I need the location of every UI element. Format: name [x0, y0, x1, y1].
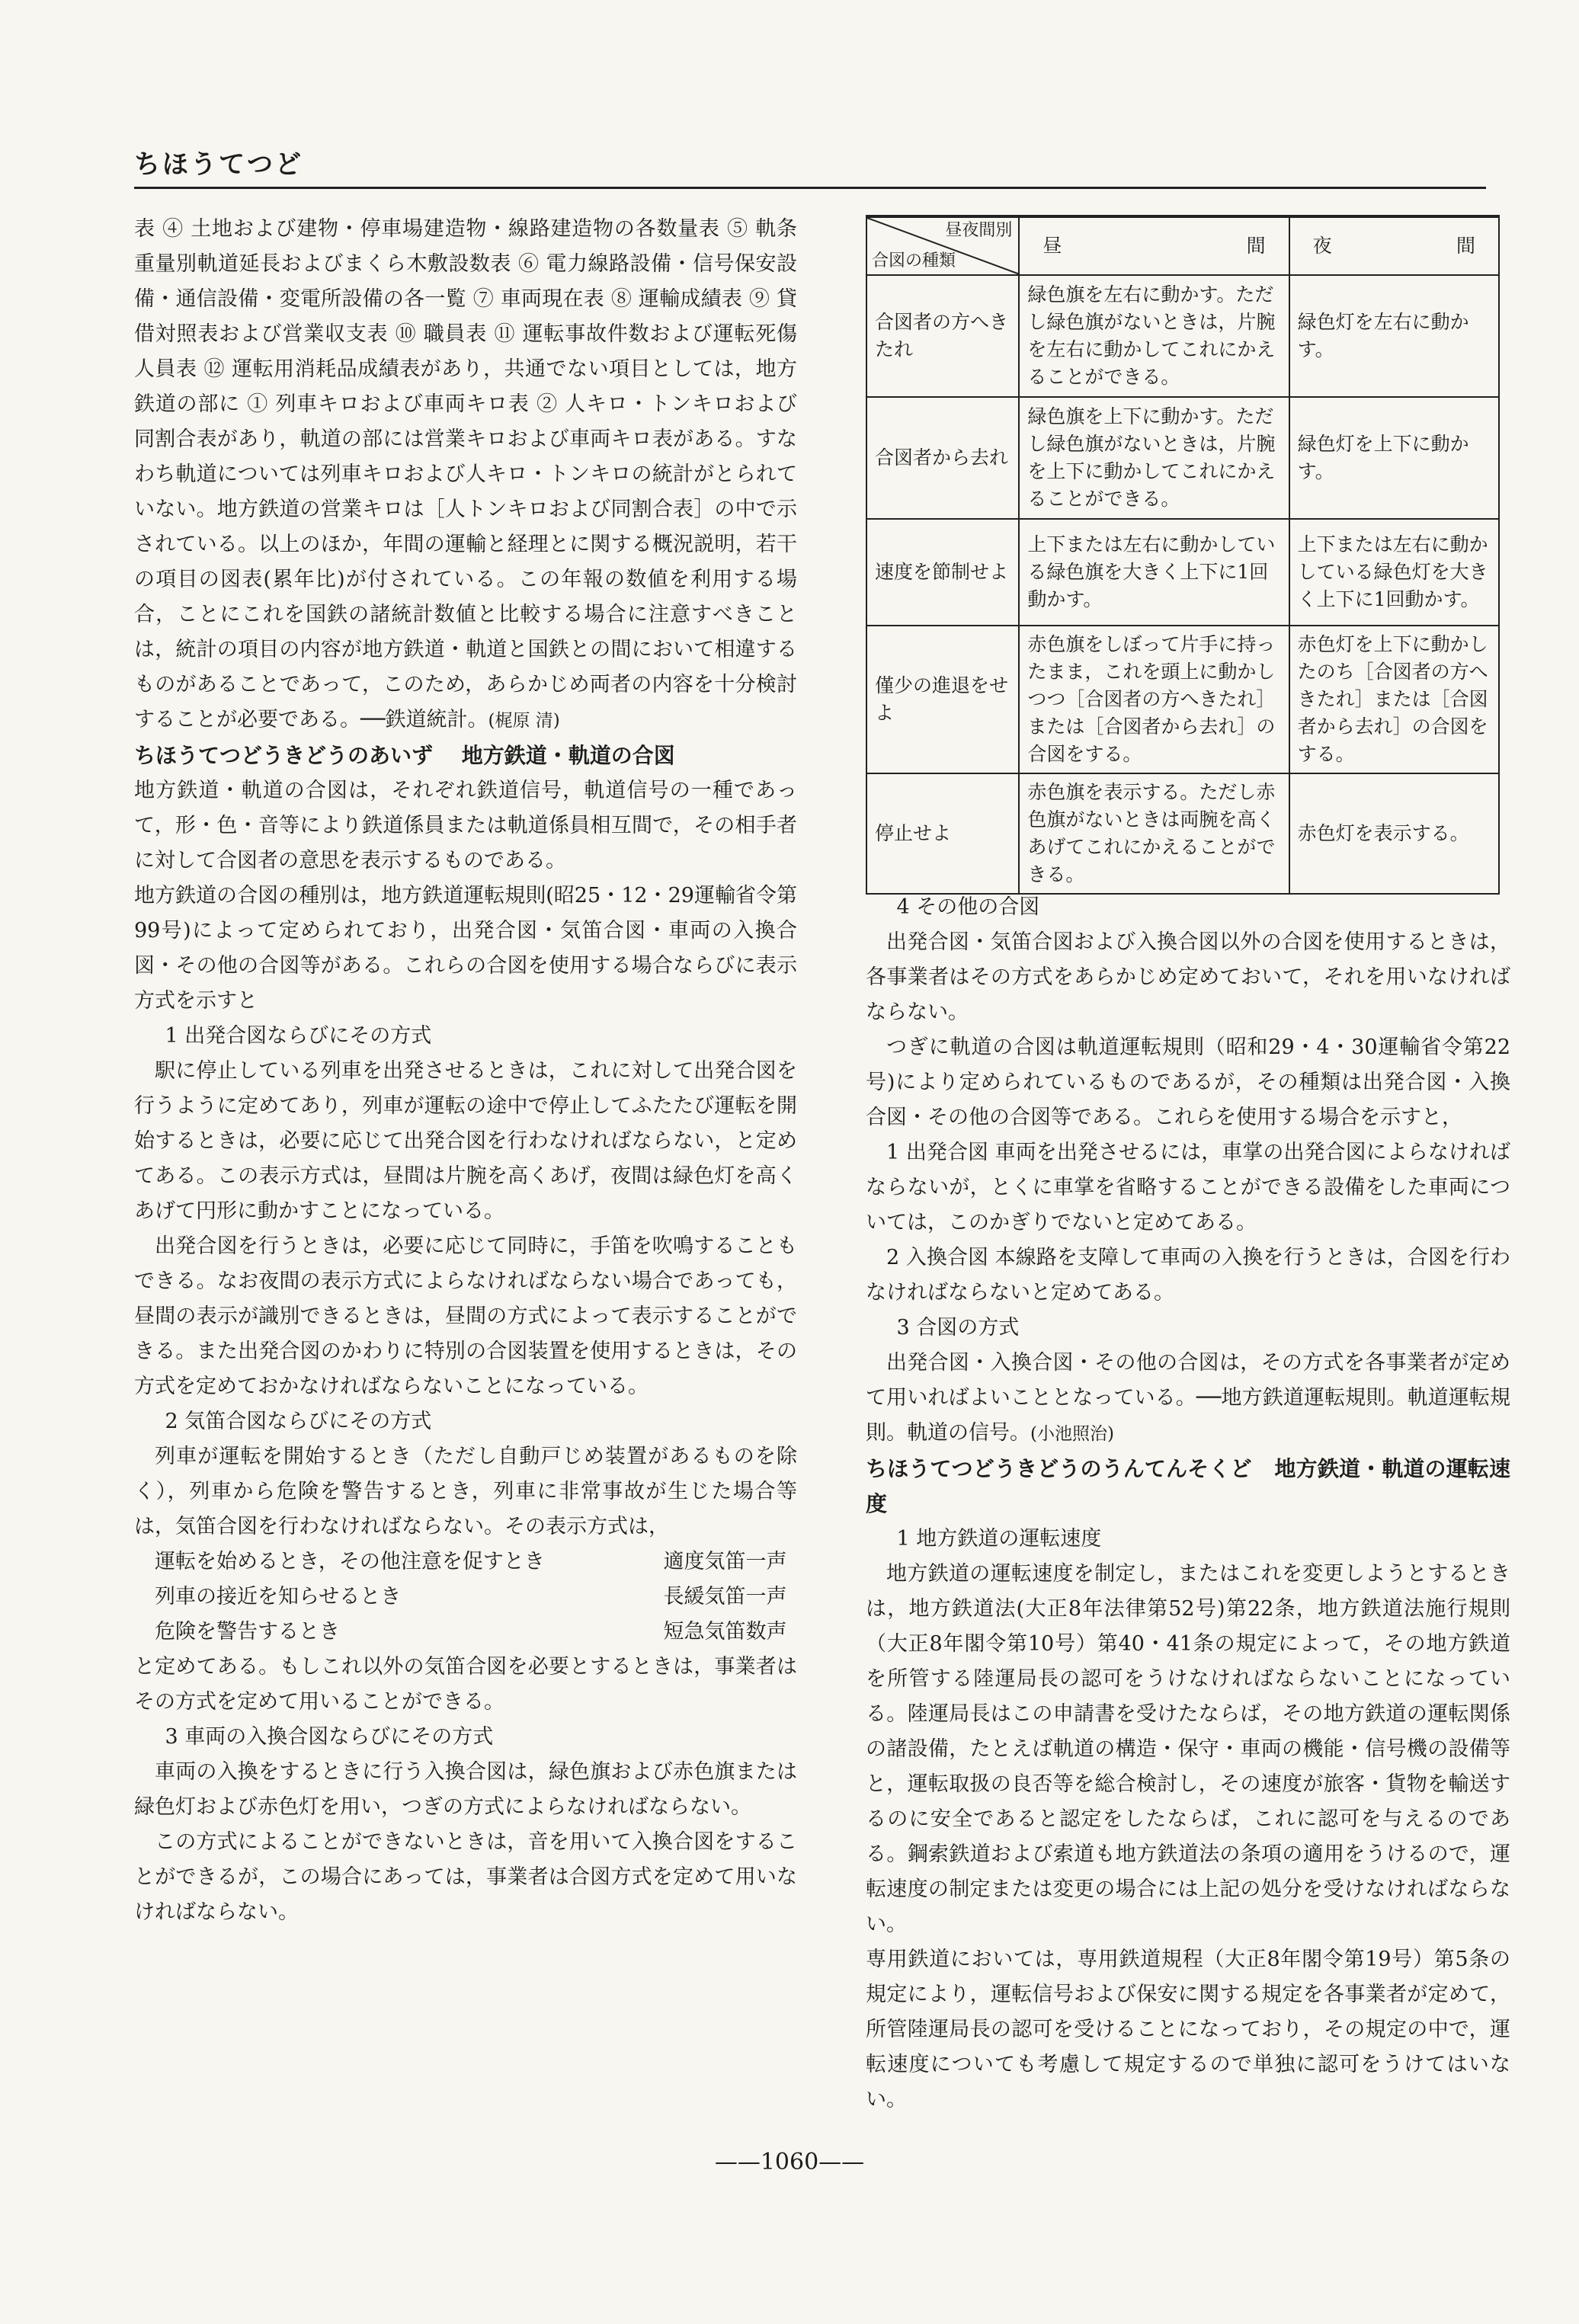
night-method: 上下または左右に動かしている緑色灯を大きく上下に1回動かす。: [1289, 519, 1499, 626]
signal-type: 合図者の方へきたれ: [866, 275, 1019, 397]
table-header-night: 夜 間: [1289, 216, 1499, 275]
paragraph: と定めてある。もしこれ以外の気笛合図を必要とするときは，事業者はその方式を定めて用いることができる。: [134, 1655, 797, 1714]
signal-type: 合図者から去れ: [866, 397, 1019, 519]
paragraph: 地方鉄道・軌道の合図は，それぞれ鉄道信号，軌道信号の一種であって，形・色・音等により鉄道係員または軌道係員相互間で，その相手者に対して合図者の意思を表示するものである。: [134, 779, 797, 872]
paragraph: 専用鉄道においては，専用鉄道規程（大正8年閣令第19号）第5条の規定により，運転信号および保安に関する規定を各事業者が定めて，所管陸運局長の認可を受けることになっており，その規定の中で，運転速度についても考慮して規定するので単独に認可をうけてはいない。: [866, 1948, 1510, 2111]
section-heading: 3 車両の入換合図ならびにその方式: [165, 1725, 494, 1749]
day-method: 上下または左右に動かしている緑色旗を大きく上下に1回動かす。: [1019, 519, 1289, 626]
paragraph: 駅に停止している列車を出発させるときは，これに対して出発合図を行うように定めてあり，列車が運転の途中で停止してふたたび運転を開始するときは，必要に応じて出発合図を行わなければならない，と定めてある。この表示方式は，昼間は片腕を高くあげ，夜間は緑色灯を高くあげて円形に動かすことになっている。: [134, 1059, 797, 1223]
author: (小池照治): [1030, 1424, 1114, 1444]
page-number: ——1060——: [714, 2149, 865, 2175]
header-rule: [134, 187, 1486, 189]
paragraph: 地方鉄道の合図の種別は，地方鉄道運転規則(昭25・12・29運輸省令第99号)によって定められており，出発合図・気笛合図・車両の入換合図・その他の合図等がある。これらの合図を使用する場合ならびに表示方式を示すと: [134, 884, 797, 1013]
entry-heading: [866, 1452, 1510, 1522]
paragraph: 列車が運転を開始するとき（ただし自動戸じめ装置があるものを除く），列車から危険を警告するとき，列車に非常事故が生じた場合等は，気笛合図を行わなければならない。その表示方式は，: [134, 1445, 797, 1538]
corner-label-top: 昼夜間別: [945, 221, 1013, 240]
entry-term: 地方鉄道・軌道の合図: [461, 743, 675, 768]
night-method: 緑色灯を左右に動かす。: [1289, 275, 1499, 397]
section-heading: 4 その他の合図: [896, 895, 1040, 919]
table-row: [866, 519, 1499, 626]
table-row: [866, 275, 1499, 397]
day-method: 緑色旗を左右に動かす。ただし緑色旗がないときは，片腕を左右に動かしてこれにかえることができる。: [1019, 275, 1289, 397]
entry-reading: ちほうてつどうきどうのあいず: [134, 743, 434, 768]
whistle-row: 列車の接近を知らせるとき 長緩気笛一声: [155, 1585, 787, 1609]
paragraph: 出発合図・気笛合図および入換合図以外の合図を使用するときは，各事業者はその方式をあらかじめ定めておいて，それを用いなければならない。: [866, 930, 1510, 1024]
paragraph: 車両の入換をするときに行う入換合図は，緑色旗および赤色旗または緑色灯および赤色灯を用い，つぎの方式によらなければならない。: [134, 1760, 797, 1819]
table-row: [866, 397, 1499, 519]
section-heading: 1 出発合図ならびにその方式: [165, 1024, 432, 1048]
paragraph: 表 ④ 土地および建物・停車場建造物・線路建造物の各数量表 ⑤ 軌条重量別軌道延長およびまくら木敷設数表 ⑥ 電力線路設備・信号保安設備・通信設備・変電所設備の各一覧 ⑦ 車両現在表 ⑧ 運輸成績表 ⑨ 貸借対照表および営業収支表 ⑩ 職員表 ⑪ 運転事故件数および運転死傷人員表 ⑫ 運転用消耗品成績表があり，共通でない項目としては，地方鉄道の部に ① 列車キロおよび車両キロ表 ② 人キロ・トンキロおよび同割合表があり，軌道の部には営業キロおよび車両キロ表がある。すなわち軌道については列車キロおよび人キロ・トンキロの統計がとられていない。地方鉄道の営業キロは［人トンキロおよび同割合表］の中で示されている。以上のほか，年間の運輸と経理とに関する概況説明，若干の項目の図表(累年比)が付されている。この年報の数値を利用する場合，ことにこれを国鉄の諸統計数値と比較する場合に注意すべきことは，統計の項目の内容が地方鉄道・軌道と国鉄との間において相違するものがあることであって，このため，あらかじめ両者の内容を十分検討することが必要である。──鉄道統計。(梶原 清): [134, 217, 797, 731]
table-row: [866, 773, 1499, 894]
signal-type: 僅少の進退をせよ: [866, 626, 1019, 773]
section-heading: 1 地方鉄道の運転速度: [896, 1527, 1102, 1551]
paragraph: つぎに軌道の合図は軌道運転規則（昭和29・4・30運輸省令第22号)により定められているものであるが，その種類は出発合図・入換合図・その他の合図等である。これらを使用する場合を示すと，: [866, 1036, 1510, 1129]
paragraph: 地方鉄道の運転速度を制定し，またはこれを変更しようとするときは，地方鉄道法(大正8年法律第52号)第22条，地方鉄道法施行規則（大正8年閣令第10号）第40・41条の規定によって，その地方鉄道を所管する陸運局長の認可をうけなければならないことになっている。陸運局長はこの申請書を受けたならば，その地方鉄道の運転関係の諸設備，たとえば軌道の構造・保守・車両の機能・信号機の設備等と，運転取扱の良否等を総合検討し，その速度が旅客・貨物を輸送するのに安全であると認定をしたならば，これに認可を与えるのである。鋼索鉄道および索道も地方鉄道法の条項の適用をうけるので，運転速度の制定または変更の場合には上記の処分を受けなければならない。: [866, 1562, 1510, 1936]
page-header: ちほうてつど: [134, 149, 303, 180]
paragraph: この方式によることができないときは，音を用いて入換合図をすることができるが，この場合にあっては，事業者は合図方式を定めて用いなければならない。: [134, 1830, 797, 1924]
table-corner-header: [866, 216, 1019, 275]
signal-type: 速度を節制せよ: [866, 519, 1019, 626]
paragraph: 1 出発合図 車両を出発させるには，車掌の出発合図によらなければならないが，とくに車掌を省略することができる設備をした車両については，このかぎりでないと定めてある。: [866, 1141, 1510, 1234]
section-heading: 3 合図の方式: [896, 1316, 1020, 1340]
right-column: [866, 890, 1510, 2118]
night-method: 赤色灯を表示する。: [1289, 773, 1499, 894]
author: (梶原 清): [488, 711, 560, 731]
left-column: [134, 212, 797, 1930]
table-row: [866, 626, 1499, 773]
night-method: 緑色灯を上下に動かす。: [1289, 397, 1499, 519]
day-method: 赤色旗をしぼって片手に持ったまま，これを頭上に動かしつつ［合図者の方へきたれ］または［合図者から去れ］の合図をする。: [1019, 626, 1289, 773]
entry-term: 地方鉄道・軌道の運転速度: [866, 1456, 1510, 1516]
paragraph: 出発合図を行うときは，必要に応じて同時に，手笛を吹鳴することもできる。なお夜間の表示方式によらなければならない場合であっても，昼間の表示が識別できるときは，昼間の方式によって表示することができる。また出発合図のかわりに特別の合図装置を使用するときは，その方式を定めておかなければならないことになっている。: [134, 1234, 797, 1398]
table-header-day: 昼 間: [1019, 216, 1289, 275]
shunting-signal-table: [866, 215, 1500, 895]
day-method: 赤色旗を表示する。ただし赤色旗がないときは両腕を高くあげてこれにかえることができる。: [1019, 773, 1289, 894]
night-method: 赤色灯を上下に動かしたのち［合図者の方へきたれ］または［合図者から去れ］の合図をする。: [1289, 626, 1499, 773]
paragraph: 出発合図・入換合図・その他の合図は，その方式を各事業者が定めて用いればよいこととなっている。──地方鉄道運転規則。軌道運転規則。軌道の信号。(小池照治): [866, 1351, 1510, 1445]
entry-heading: [134, 738, 797, 773]
section-heading: 2 気笛合図ならびにその方式: [165, 1410, 432, 1433]
entry-reading: ちほうてつどうきどうのうんてんそくど: [866, 1456, 1252, 1481]
whistle-row: 危険を警告するとき 短急気笛数声: [155, 1620, 787, 1644]
day-method: 緑色旗を上下に動かす。ただし緑色旗がないときは，片腕を上下に動かしてこれにかえることができる。: [1019, 397, 1289, 519]
whistle-row: 運転を始めるとき，その他注意を促すとき 適度気笛一声: [155, 1550, 787, 1573]
corner-label-bottom: 合図の種類: [872, 251, 956, 270]
paragraph: 2 入換合図 本線路を支障して車両の入換を行うときは，合図を行わなければならないと定めてある。: [866, 1246, 1510, 1304]
signal-type: 停止せよ: [866, 773, 1019, 894]
